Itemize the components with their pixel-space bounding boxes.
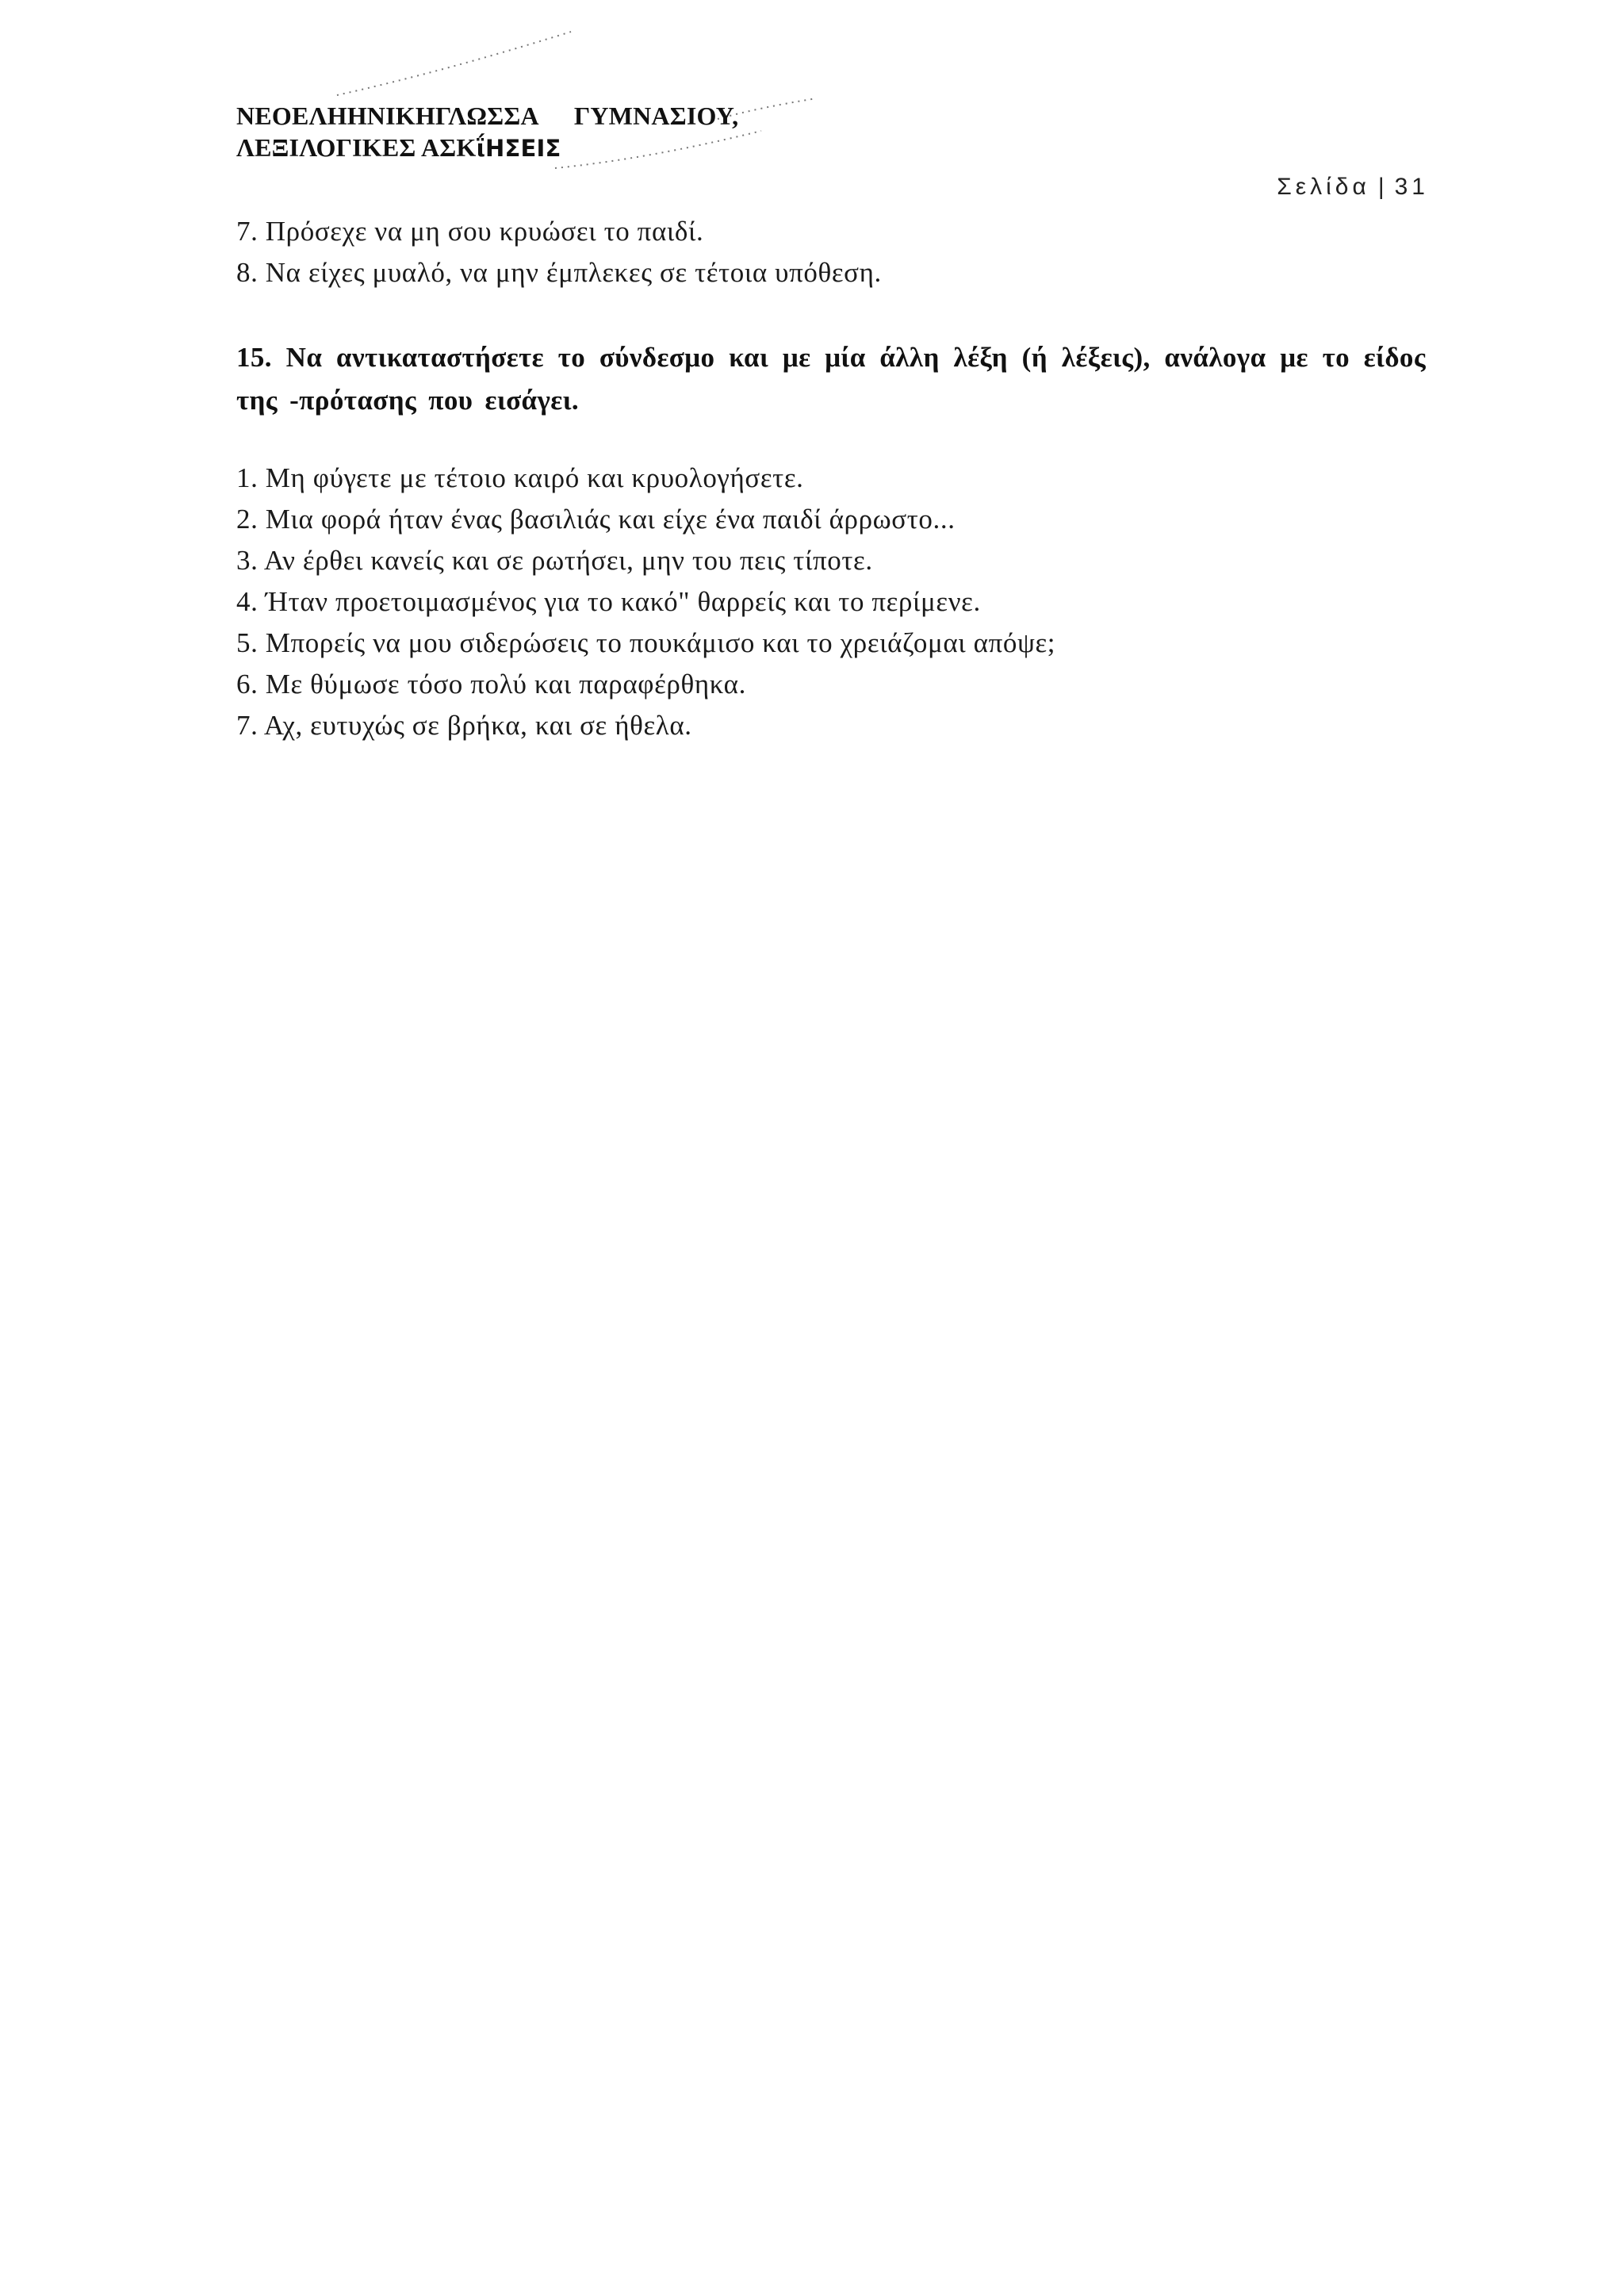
header-line-1 <box>236 100 738 132</box>
continued-exercise-list <box>236 211 1426 293</box>
list-item: 8. Να είχες μυαλό, να μην έμπλεκες σε τέτοια υπόθεση. <box>236 257 882 288</box>
header-school-level: ΓΥΜΝΑΣΙΟΥ, <box>573 102 739 130</box>
list-item: 6. Με θύμωσε τόσο πολύ και παραφέρθηκα. <box>236 669 746 700</box>
header-exercises-label: ΛΕΞΙΛΟΓΙΚΕΣ ΑΣΚ <box>236 133 477 162</box>
list-item: 3. Αν έρθει κανείς και σε ρωτήσει, μην του πεις τίποτε. <box>236 545 873 576</box>
page-number <box>1277 173 1429 201</box>
list-item: 1. Μη φύγετε με τέτοιο καιρό και κρυολογήσετε. <box>236 462 804 493</box>
page-number-value: 31 <box>1394 174 1429 200</box>
header-line-2 <box>236 132 738 164</box>
dotted-arc-upper <box>337 32 571 95</box>
page-number-separator: | <box>1377 174 1388 200</box>
exercise-heading: 15. Να αντικαταστήσετε το σύνδεσμο και με μία άλλη λέξη (ή λέξεις), ανάλογα με το είδος της -πρότασης που εισάγει. <box>236 342 1426 416</box>
list-item: 2. Μια φορά ήταν ένας βασιλιάς και είχε ένα παιδί άρρωστο... <box>236 504 956 535</box>
document-header <box>236 100 738 164</box>
exercise-15-list <box>236 458 1426 746</box>
header-exercises-label-tail: ΐΗΣΕΙΣ <box>476 135 561 162</box>
list-item: 7. Αχ, ευτυχώς σε βρήκα, και σε ήθελα. <box>236 710 692 741</box>
header-subject: ΝΕΟΕΛΗΗΝΙΚΗΓΛΩΣΣΑ <box>236 102 539 130</box>
list-item: 5. Μπορείς να μου σιδερώσεις το πουκάμισο και το χρειάζομαι απόψε; <box>236 627 1056 658</box>
page-number-label: Σελίδα <box>1277 174 1370 200</box>
list-item: 7. Πρόσεχε να μη σου κρυώσει το παιδί. <box>236 216 704 247</box>
list-item: 4. Ήταν προετοιμασμένος για το κακό" θαρρείς και το περίμενε. <box>236 586 981 617</box>
